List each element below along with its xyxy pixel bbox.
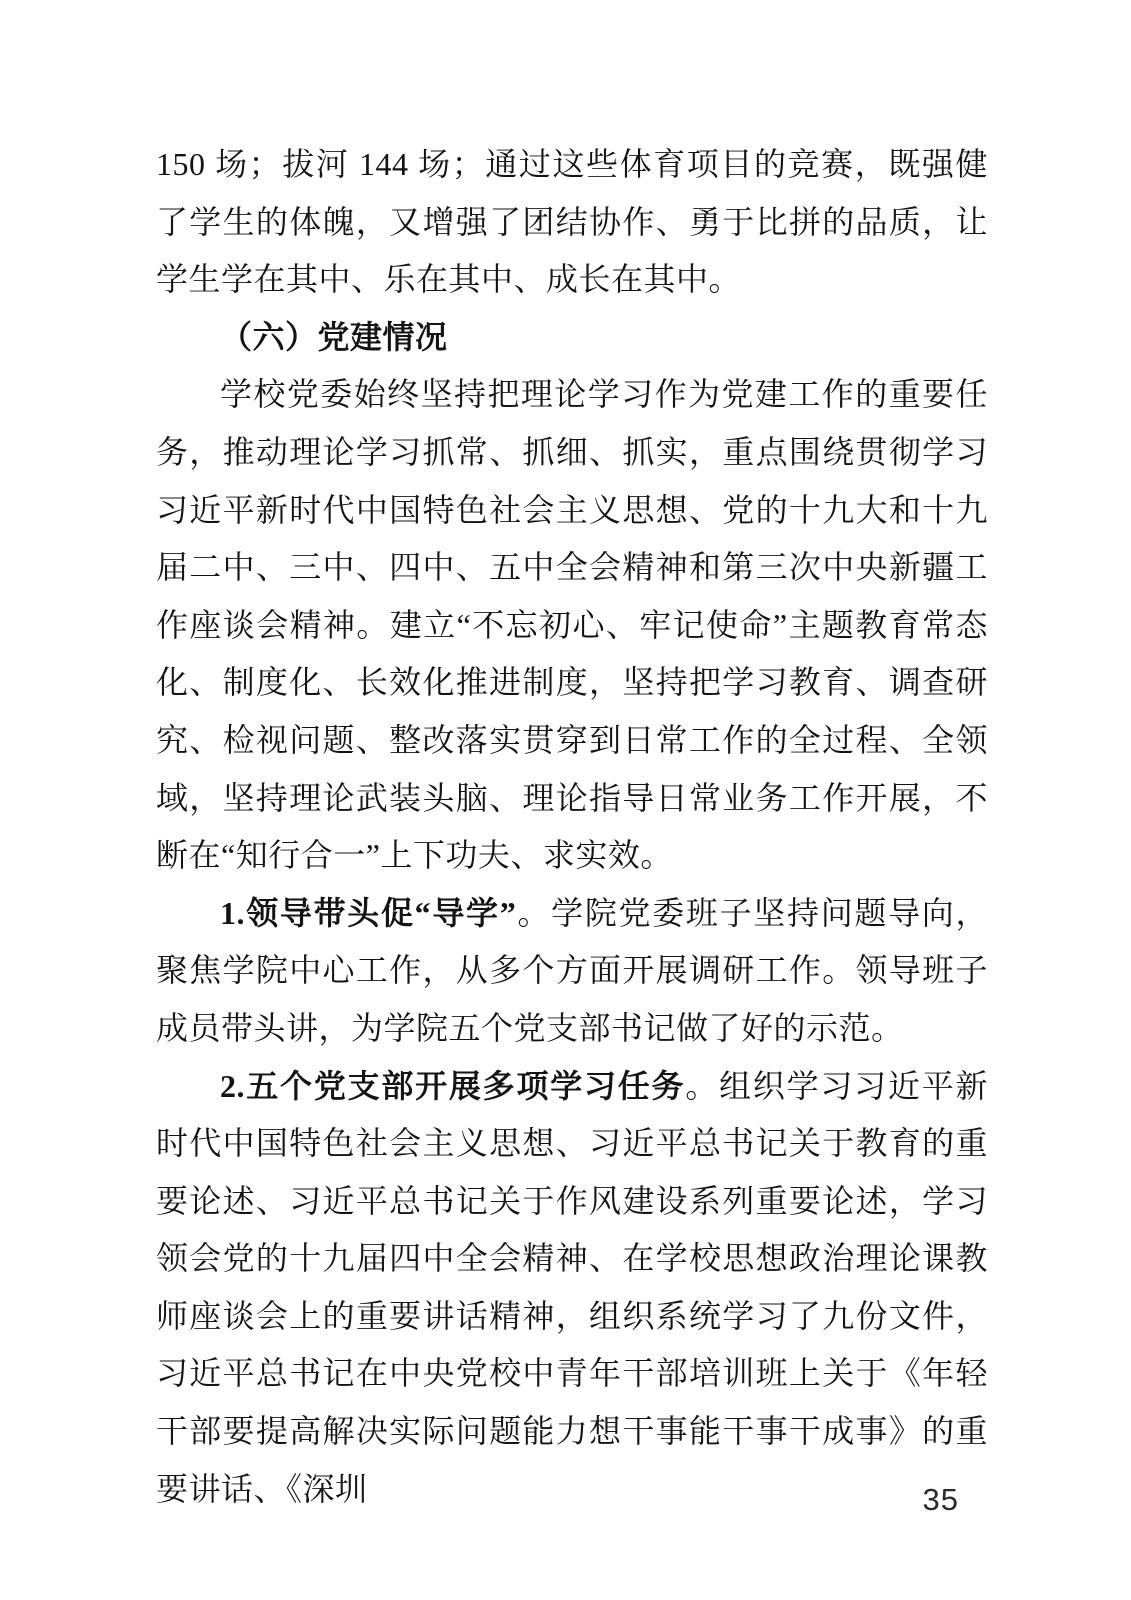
paragraph-text: 150 场；拔河 144 场；通过这些体育项目的竞赛，既强健了学生的体魄，又增强了团结协作、勇于比拼的品质，让学生学在其中、乐在其中、成长在其中。: [156, 146, 988, 298]
paragraph-text: 。学院党委班子坚持问题导向，聚焦学院中心工作，从多个方面开展调研工作。领导班子成员带头讲，为学院五个党支部书记做了好的示范。: [156, 894, 988, 1046]
paragraph-item-1-leaders-promote-guided-study: [156, 885, 988, 1058]
paragraph-item-2-five-branches-study-tasks: [156, 1058, 988, 1519]
section-heading-text: （六）党建情况: [220, 318, 448, 355]
paragraph-party-committee-theory-study: [156, 366, 988, 884]
paragraph-sports-competition-summary: [156, 136, 988, 309]
paragraph-text: 学校党委始终坚持把理论学习作为党建工作的重要任务，推动理论学习抓常、抓细、抓实，重点围绕贯彻学习习近平新时代中国特色社会主义思想、党的十九大和十九届二中、三中、四中、五中全会精神和第三次中央新疆工作座谈会精神。建立“不忘初心、牢记使命”主题教育常态化、制度化、长效化推进制度，坚持把学习教育、调查研究、检视问题、整改落实贯穿到日常工作的全过程、全领域，坚持理论武装头脑、理论指导日常业务工作开展，不断在“知行合一”上下功夫、求实效。: [156, 376, 988, 874]
page-content: [156, 136, 988, 1518]
paragraph-text: 。组织学习习近平新时代中国特色社会主义思想、习近平总书记关于教育的重要论述、习近平总书记关于作风建设系列重要论述，学习领会党的十九届四中全会精神、在学校思想政治理论课教师座谈会上的重要讲话精神，组织系统学习了九份文件，习近平总书记在中央党校中青年干部培训班上关于《年轻干部要提高解决实际问题能力想干事能干事干成事》的重要讲话、《深圳: [156, 1067, 988, 1507]
item-lead-in-bold: 2.五个党支部开展多项学习任务: [220, 1067, 686, 1104]
section-heading-party-building: [156, 309, 988, 367]
item-lead-in-bold: 1.领导带头促“导学”: [220, 894, 517, 931]
page-number: 35: [922, 1482, 959, 1517]
